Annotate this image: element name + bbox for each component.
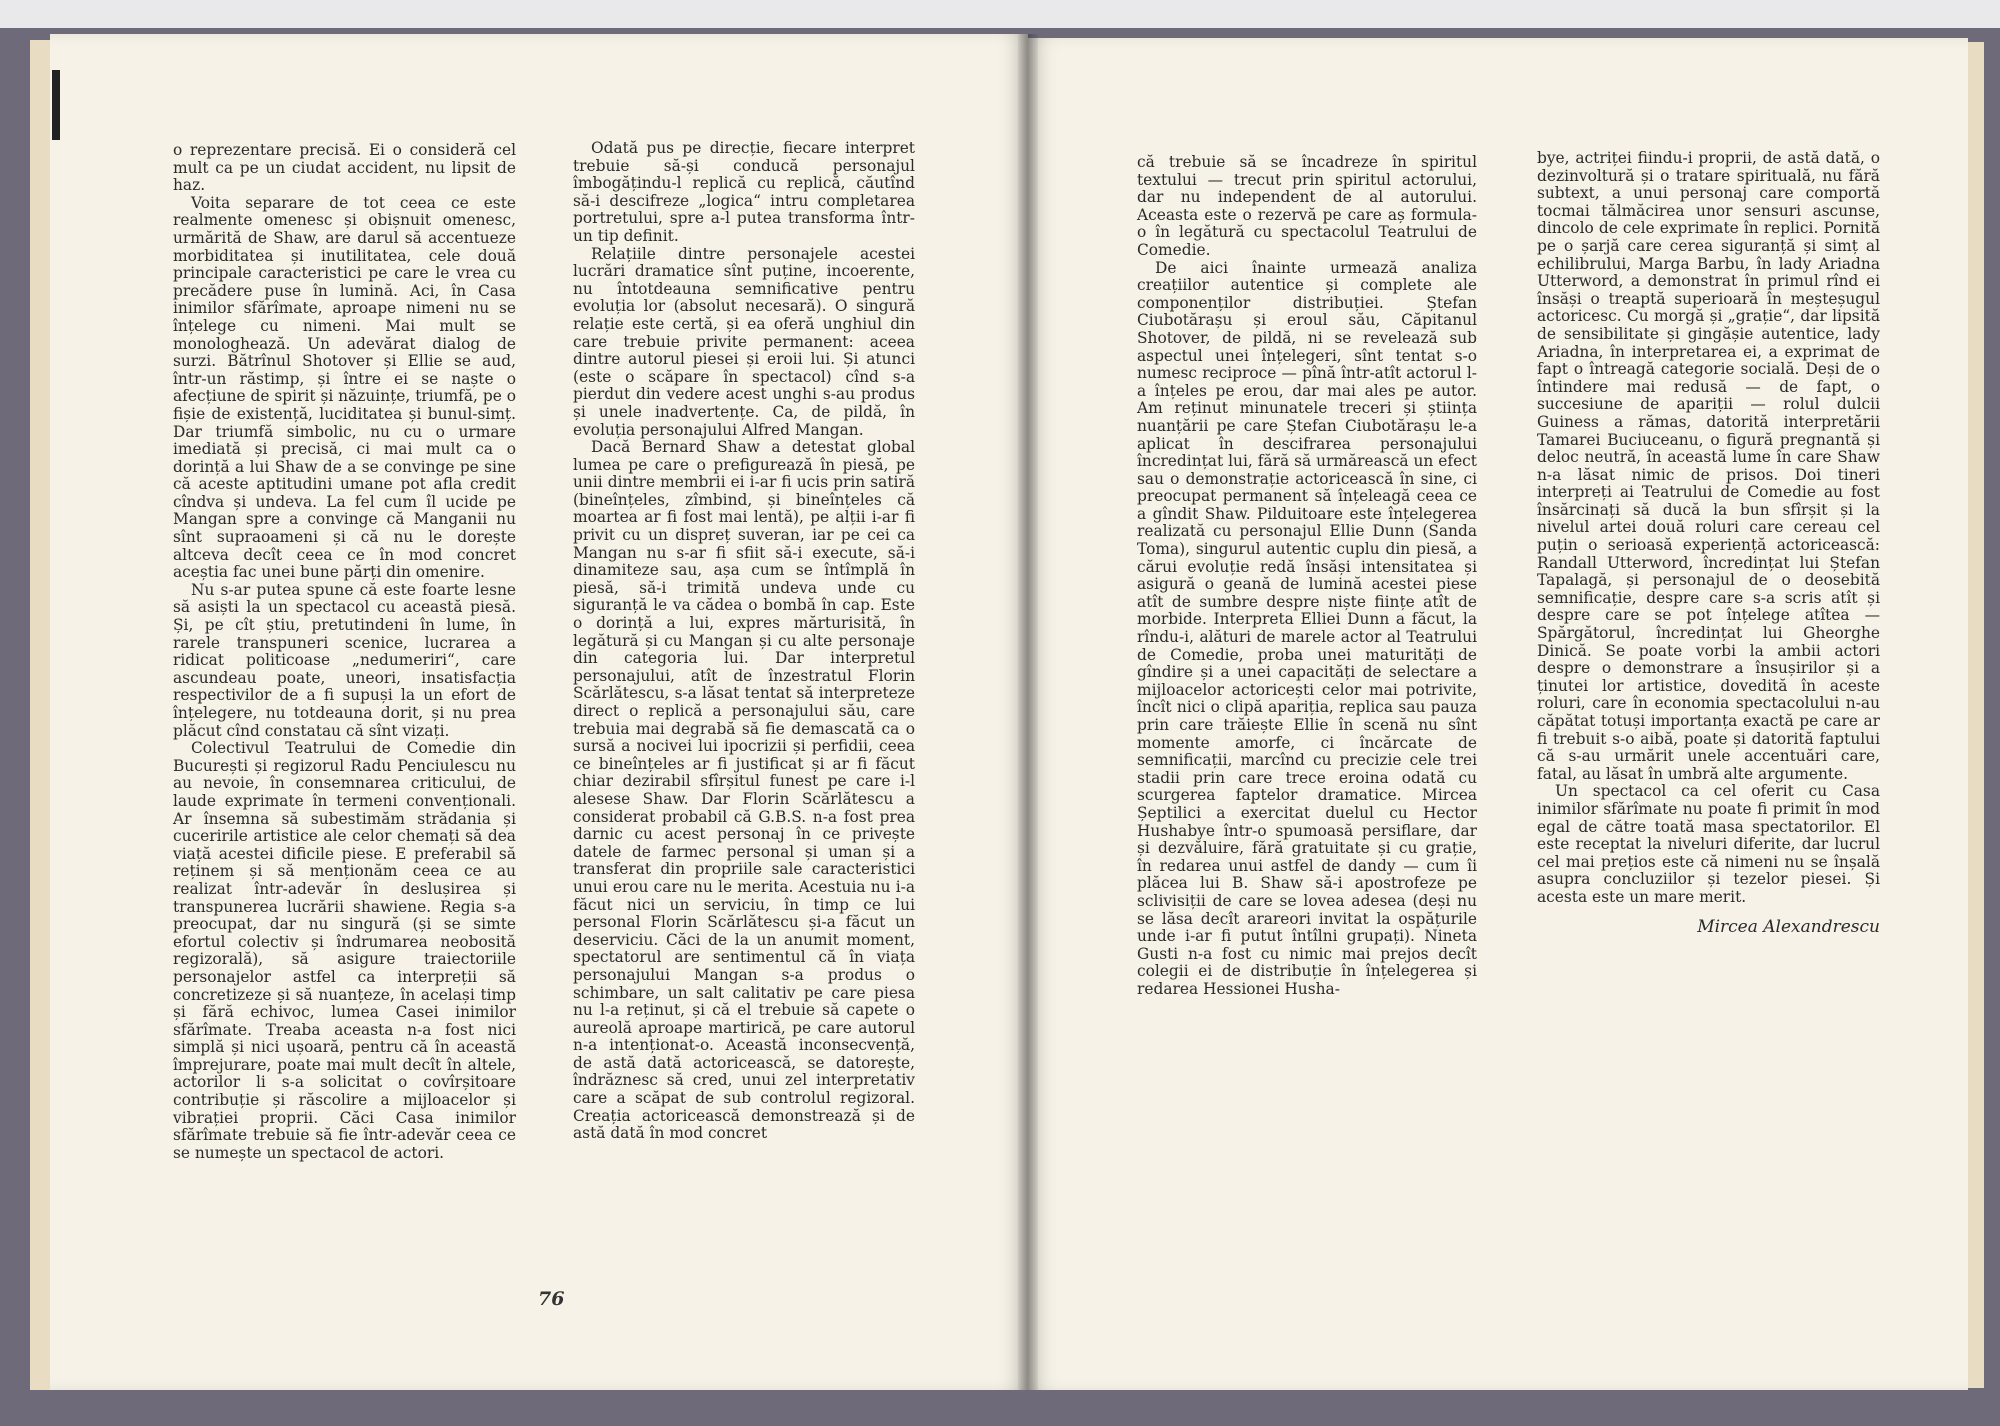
paragraph: Voita separare de tot ceea ce este realmente omenesc și obișnuit omenesc, urmărită de Shaw, are darul să accentueze morbiditatea și inutilitatea, cele două principale caracteristici pe care le vrea cu precădere puse în lumină. Aci, în Casa inimilor sfărîmate, aproape nimeni nu se înțelege cu nimeni. Mai mult se monologhează. Un adevărat dialog de surzi. Bătrînul Shotover și Ellie se aud, într-un răstimp, și între ei se naște o afecțiune de spirit și năzuințe, triumfă, pe o fișie de existență, luciditatea și bunul-simț. Dar triumfă simbolic, nu cu o urmare imediată și precisă, ci mai mult ca o dorință a lui Shaw de a se convinge pe sine că aceste aptitudini umane pot afla credit cîndva și undeva. La fel cum îl ucide pe Mangan spre a convinge că Manganii nu sînt supraoameni și că nu le dorește altceva decît ceea ce în mod concret aceștia fac unei bune părți din omenire. (173, 193, 516, 582)
author-signature: Mircea Alexandrescu (1697, 916, 1880, 937)
column-1 (173, 142, 516, 1162)
edge-mark (52, 70, 60, 140)
paragraph: Colectivul Teatrului de Comedie din București și regizorul Radu Penciulescu nu au nevoie, în consemnarea criticului, de laude exprimate în termeni convenționali. Ar însemna să subestimăm strădania și cuceririle artistice ale celor chemați să dea viață acestei dificile piese. E preferabil să reținem și să menționăm ceea ce au realizat într-adevăr în deslușirea și transpunerea lucrării shawiene. Regia s-a preocupat, dar nu singură (și se simte efortul colectiv și îndrumarea neobosită regizorală), să asigure traiectoriile personajelor astfel ca interpreții să concretizeze și să nuanțeze, în același timp și fără echivoc, lumea Casei inimilor sfărîmate. Treaba aceasta n-a fost nici simplă și nici ușoară, pentru că în această împrejurare, poate mai mult decît în altele, actorilor li s-a solicitat o covîrșitoare contribuție și răscolire a mijloacelor și vibrației proprii. Căci Casa inimilor sfărîmate trebuie să fie într-adevăr ceea ce se numește un spectacol de actori. (173, 739, 516, 1162)
column-3 (1137, 154, 1477, 999)
page-number: 76 (538, 1288, 565, 1310)
paragraph: o reprezentare precisă. Ei o consideră cel mult ca pe un ciudat accident, nu lipsit de haz. (173, 141, 516, 195)
column-4 (1537, 150, 1880, 936)
paragraph: bye, actriței fiindu-i proprii, de astă dată, o dezinvoltură și o tratare spirituală, nu fără subtext, a unui personaj care comportă tocmai tălmăcirea unor sensuri ascunse, dincolo de cele exprimate în replici. Pornită pe o șarjă care cerea siguranță și simț al echilibrului, Marga Barbu, în lady Ariadna Utterword, a demonstrat în primul rînd ei însăși o treaptă superioară în meșteșugul actoricesc. Cu morgă și „grație“, dar lipsită de sensibilitate și gingășie autentice, lady Ariadna, în interpretarea ei, a exprimat de fapt o întreagă categorie socială. Deși de o întindere mai redusă — de fapt, o succesiune de apariții — rolul dulcii Guiness a rămas, datorită interpretării Tamarei Buciuceanu, o figură pregnantă și deloc neutră, în această lume în care Shaw n-a lăsat nimic de prisos. Doi tineri interpreți ai Teatrului de Comedie au fost însărcinați să ducă la bun sfîrșit și la nivelul artei două roluri care cereau cel puțin o serioasă experiență actoricească: Randall Utterword, încredințat lui Ștefan Tapalagă, și personajul de o deosebită semnificație, despre care s-a scris atît și despre care se pot înțelege atîtea — Spărgătorul, încredințat lui Gheorghe Dinică. Se poate vorbi la ambii actori despre o demonstrare a însușirilor și a ținutei lor artistice, dovedită în aceste roluri, care în economia spectacolului n-au căpătat totuși importanța exactă pe care ar fi trebuit s-o aibă, poate și datorită faptului că s-au urmărit unele accentuări care, fatal, au lăsat în umbră alte argumente. (1537, 149, 1880, 783)
paragraph: Un spectacol ca cel oferit cu Casa inimilor sfărîmate nu poate fi primit în mod egal de către toată masa spectatorilor. El este receptat la niveluri diferite, dar lucrul cel mai prețios este că nimeni nu se înșală asupra concluziilor și tezelor piesei. Și acesta este un mare merit. (1537, 782, 1880, 906)
book-spine (1018, 34, 1038, 1390)
paragraph: Relațiile dintre personajele acestei lucrări dramatice sînt puține, incoerente, nu întotdeauna semnificative pentru evoluția lor (absolut necesară). O singură relație este certă, și ea oferă unghiul din care trebuie privite permanent: aceea dintre autorul piesei și eroii lui. Și atunci (este o scăpare în spectacol) cînd s-a pierdut din vedere acest unghi s-au produs și unele inadvertențe. Ca, de pildă, în evoluția personajului Alfred Mangan. (573, 244, 915, 439)
page-edges-right (1966, 42, 1984, 1388)
paragraph: că trebuie să se încadreze în spiritul textului — trecut prin spiritul actorului, dar nu independent de al autorului. Aceasta este o rezervă pe care aș formula-o în legătură cu spectacolul Teatrului de Comedie. (1137, 153, 1477, 259)
paragraph: Dacă Bernard Shaw a detestat global lumea pe care o prefigurează în piesă, pe unii dintre membrii ei i-ar fi ucis prin satiră (bineînțeles, zîmbind, și bineînțeles că moartea ar fi fost mai lentă), pe alții i-ar fi privit cu un dispreț suveran, iar pe cei ca Mangan nu s-ar fi sfiit să-i execute, să-i dinamiteze sau, așa cum se întîmplă în piesă, să-i trimită undeva unde cu siguranță le va cădea o bombă în cap. Este o dorință a lui, expres mărturisită, în legătură și cu Mangan și cu alte personaje din categoria lui. Dar interpretul personajului, atît de înzestratul Florin Scărlătescu, s-a lăsat tentat să interpreteze direct o replică a personajului său, care trebuia mai degrabă să fie demascată ca o sursă a nocivei lui ipocrizii și perfidii, ceea ce bineînțeles ar fi justificat și ar fi făcut chiar dezirabil sfîrșitul funest pe care i-l alesese Shaw. Dar Florin Scărlătescu a considerat probabil că G.B.S. n-a fost prea darnic cu acest personaj în ce privește datele de farmec personal și uman și a transferat din propriile sale caracteristici unui erou care nu le merita. Acestuia nu i-a făcut nici un serviciu, în timp ce lui personal Florin Scărlătescu și-a făcut un deserviciu. Căci de la un anumit moment, spectatorul are sentimentul că în viața personajului Mangan s-a produs o schimbare, un salt calitativ pe care piesa nu l-a reținut, și că el trebuie să capete o aureolă aproape martirică, pe care autorul n-a intenționat-o. Această inconsecvență, de astă dată actoricească, se datorește, îndrăznesc să cred, unui zel interpretativ care a scăpat de sub controlul regizoral. Creația actoricească demonstrează și de astă dată în mod concret (573, 438, 915, 1143)
paragraph: De aici înainte urmează analiza creațiilor autentice și complete ale componenților distribuției. Ștefan Ciubotărașu și eroul său, Căpitanul Shotover, de pildă, ni se revelează sub aspectul unei înțelegeri, sînt tentat s-o numesc reciproce — pînă într-atît actorul l-a înțeles pe erou, dar mai ales pe autor. Am reținut minunatele treceri și știința nuanțării pe care Ștefan Ciubotărașu le-a aplicat în descifrarea personajului încredințat lui, fără să urmărească un efect sau o demonstrație actoricească în sine, ci preocupat permanent să înțeleagă ceea ce a gîndit Shaw. Pilduitoare este înțelegerea realizată cu personajul Ellie Dunn (Sanda Toma), singurul autentic cuplu din piesă, a cărui evoluție redă însăși intensitatea și asigură o geană de lumină acestei piese atît de sumbre despre niște ființe atît de morbide. Interpreta Elliei Dunn a făcut, la rîndu-i, alături de marele actor al Teatrului de Comedie, proba unei maturități de gîndire și a unei capacități de selectare a mijloacelor actoricești celor mai potrivite, încît nici o clipă apariția, replica sau pauza prin care trăiește Ellie în scenă nu sînt momente amorfe, ci încărcate de semnificații, marcînd cu precizie cele trei stadii prin care trece eroina odată cu scurgerea faptelor dramatice. Mircea Șeptilici a exercitat duelul cu Hector Hushabye într-o spumoasă persiflare, dar și dezvăluire, fără gratuitate și cu grație, în redarea unui astfel de dandy — cum îi plăcea lui B. Shaw să-i apostrofeze pe sclivisiții de care se lovea adesea (deși nu se lăsa decît arareori invitat la ospățurile unde i-ar fi putut întîlni grupați). Nineta Gusti n-a fost cu nimic mai prejos decît colegii ei de distribuție în înțelegerea și redarea Hessionei Husha- (1137, 258, 1477, 998)
page-edges-left (30, 40, 52, 1390)
paragraph: Odată pus pe direcție, fiecare interpret trebuie să-și conducă personajul îmbogățindu-l replică cu replică, căutînd să-i descifreze „logica“ intru completarea portretului, spre a-l putea transforma într-un tip definit. (573, 139, 915, 245)
paragraph: Nu s-ar putea spune că este foarte lesne să asiști la un spectacol cu această piesă. Și, pe cît știu, pretutindeni în lume, în rarele transpuneri scenice, lucrarea a ridicat politicoase „nedumeriri“, care ascundeau poate, uneori, insatisfacția respectivilor de a fi supuși la un efort de înțelegere, nu totdeauna dorit, și nu prea plăcut cînd constatau că sînt vizați. (173, 580, 516, 740)
column-2 (573, 140, 915, 1143)
